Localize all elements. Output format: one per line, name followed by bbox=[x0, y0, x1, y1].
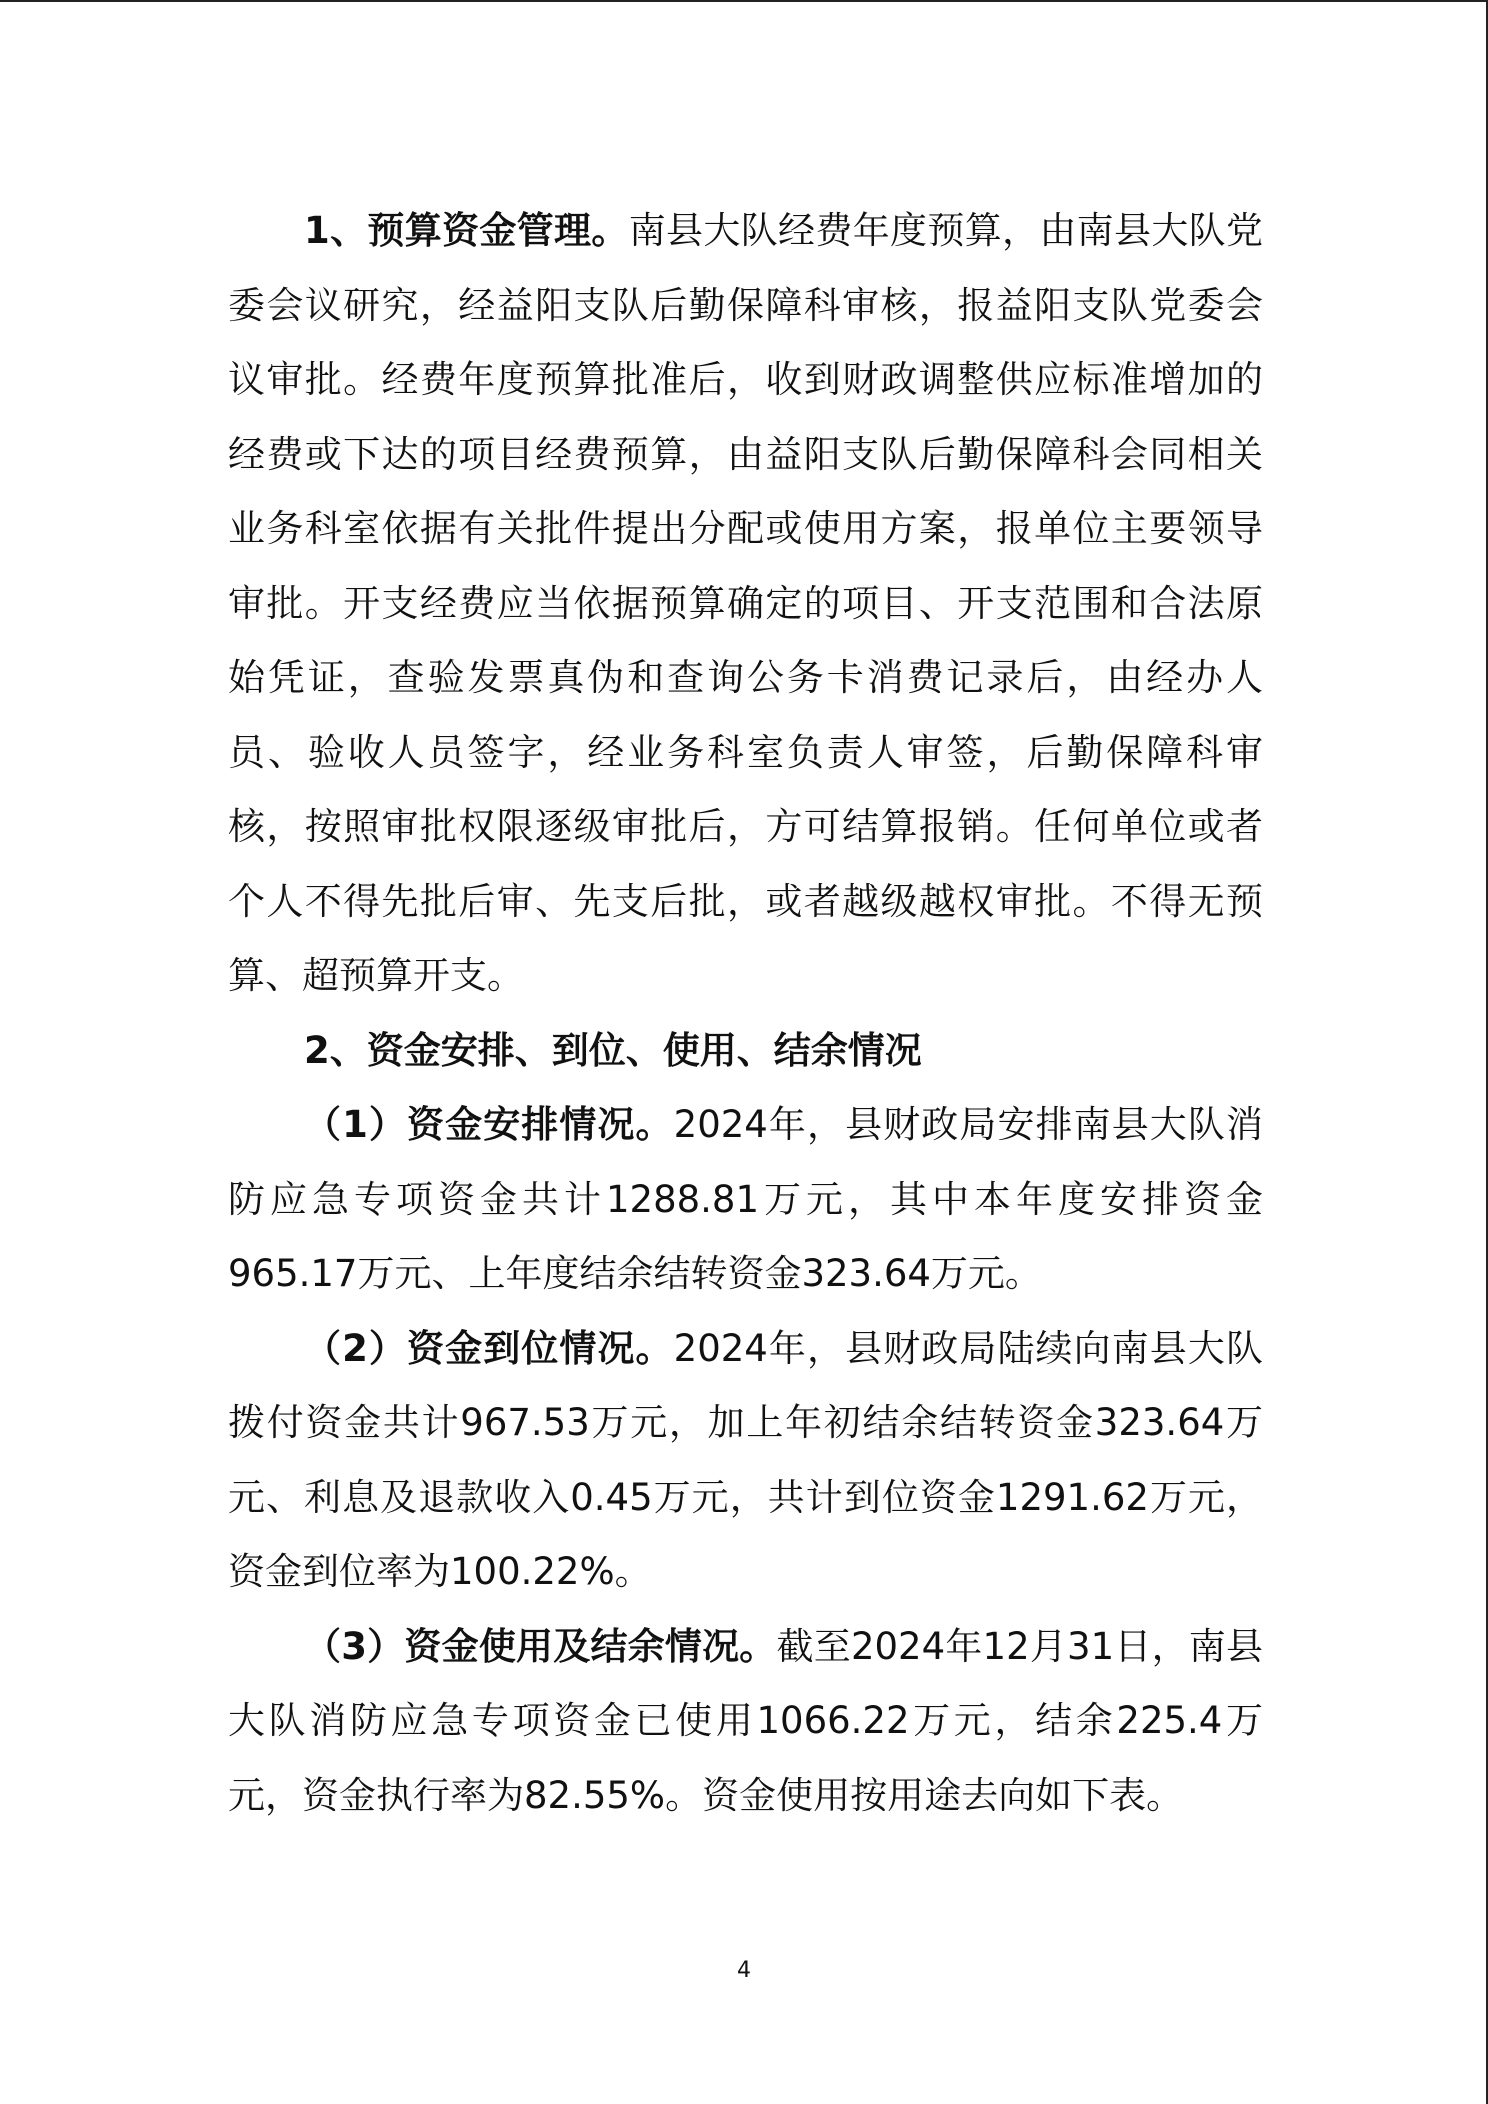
paragraph-fund-arrival bbox=[228, 1312, 1263, 1610]
paragraph-fund-arrangement bbox=[228, 1088, 1263, 1312]
paragraph-text: 2024年，县财政局安排南县大队消防应急专项资金共计1288.81万元，其中本年度安排资金965.17万元、上年度结余结转资金323.64万元。 bbox=[228, 1103, 1263, 1295]
section-heading-funds bbox=[228, 1014, 1263, 1089]
paragraph-text: 2024年，县财政局陆续向南县大队拨付资金共计967.53万元，加上年初结余结转资金323.64万元、利息及退款收入0.45万元，共计到位资金1291.62万元，资金到位率为100.22%。 bbox=[228, 1326, 1263, 1593]
paragraph-fund-usage bbox=[228, 1610, 1263, 1834]
paragraph-text: 截至2024年12月31日，南县大队消防应急专项资金已使用1066.22万元，结余225.4万元，资金执行率为82.55%。资金使用按用途去向如下表。 bbox=[228, 1624, 1263, 1817]
body-text bbox=[228, 194, 1263, 1833]
paragraph-text: 南县大队经费年度预算，由南县大队党委会议研究，经益阳支队后勤保障科审核，报益阳支队党委会议审批。经费年度预算批准后，收到财政调整供应标准增加的经费或下达的项目经费预算，由益阳支队后勤保障科会同相关业务科室依据有关批件提出分配或使用方案，报单位主要领导审批。开支经费应当依据预算确定的项目、开支范围和合法原始凭证，查验发票真伪和查询公务卡消费记录后，由经办人员、验收人员签字，经业务科室负责人审签，后勤保障科审核，按照审批权限逐级审批后，方可结算报销。任何单位或者个人不得先批后审、先支后批，或者越级越权审批。不得无预算、超预算开支。 bbox=[228, 209, 1263, 997]
paragraph-budget-management bbox=[228, 194, 1263, 1014]
paragraph-heading: 1、预算资金管理。 bbox=[304, 209, 629, 252]
paragraph-heading: （2）资金到位情况。 bbox=[304, 1326, 674, 1370]
page-number: 4 bbox=[737, 1958, 751, 1983]
paragraph-heading: 2、资金安排、到位、使用、结余情况 bbox=[304, 1028, 922, 1072]
paragraph-heading: （1）资金安排情况。 bbox=[304, 1103, 674, 1146]
paragraph-heading: （3）资金使用及结余情况。 bbox=[304, 1624, 777, 1668]
